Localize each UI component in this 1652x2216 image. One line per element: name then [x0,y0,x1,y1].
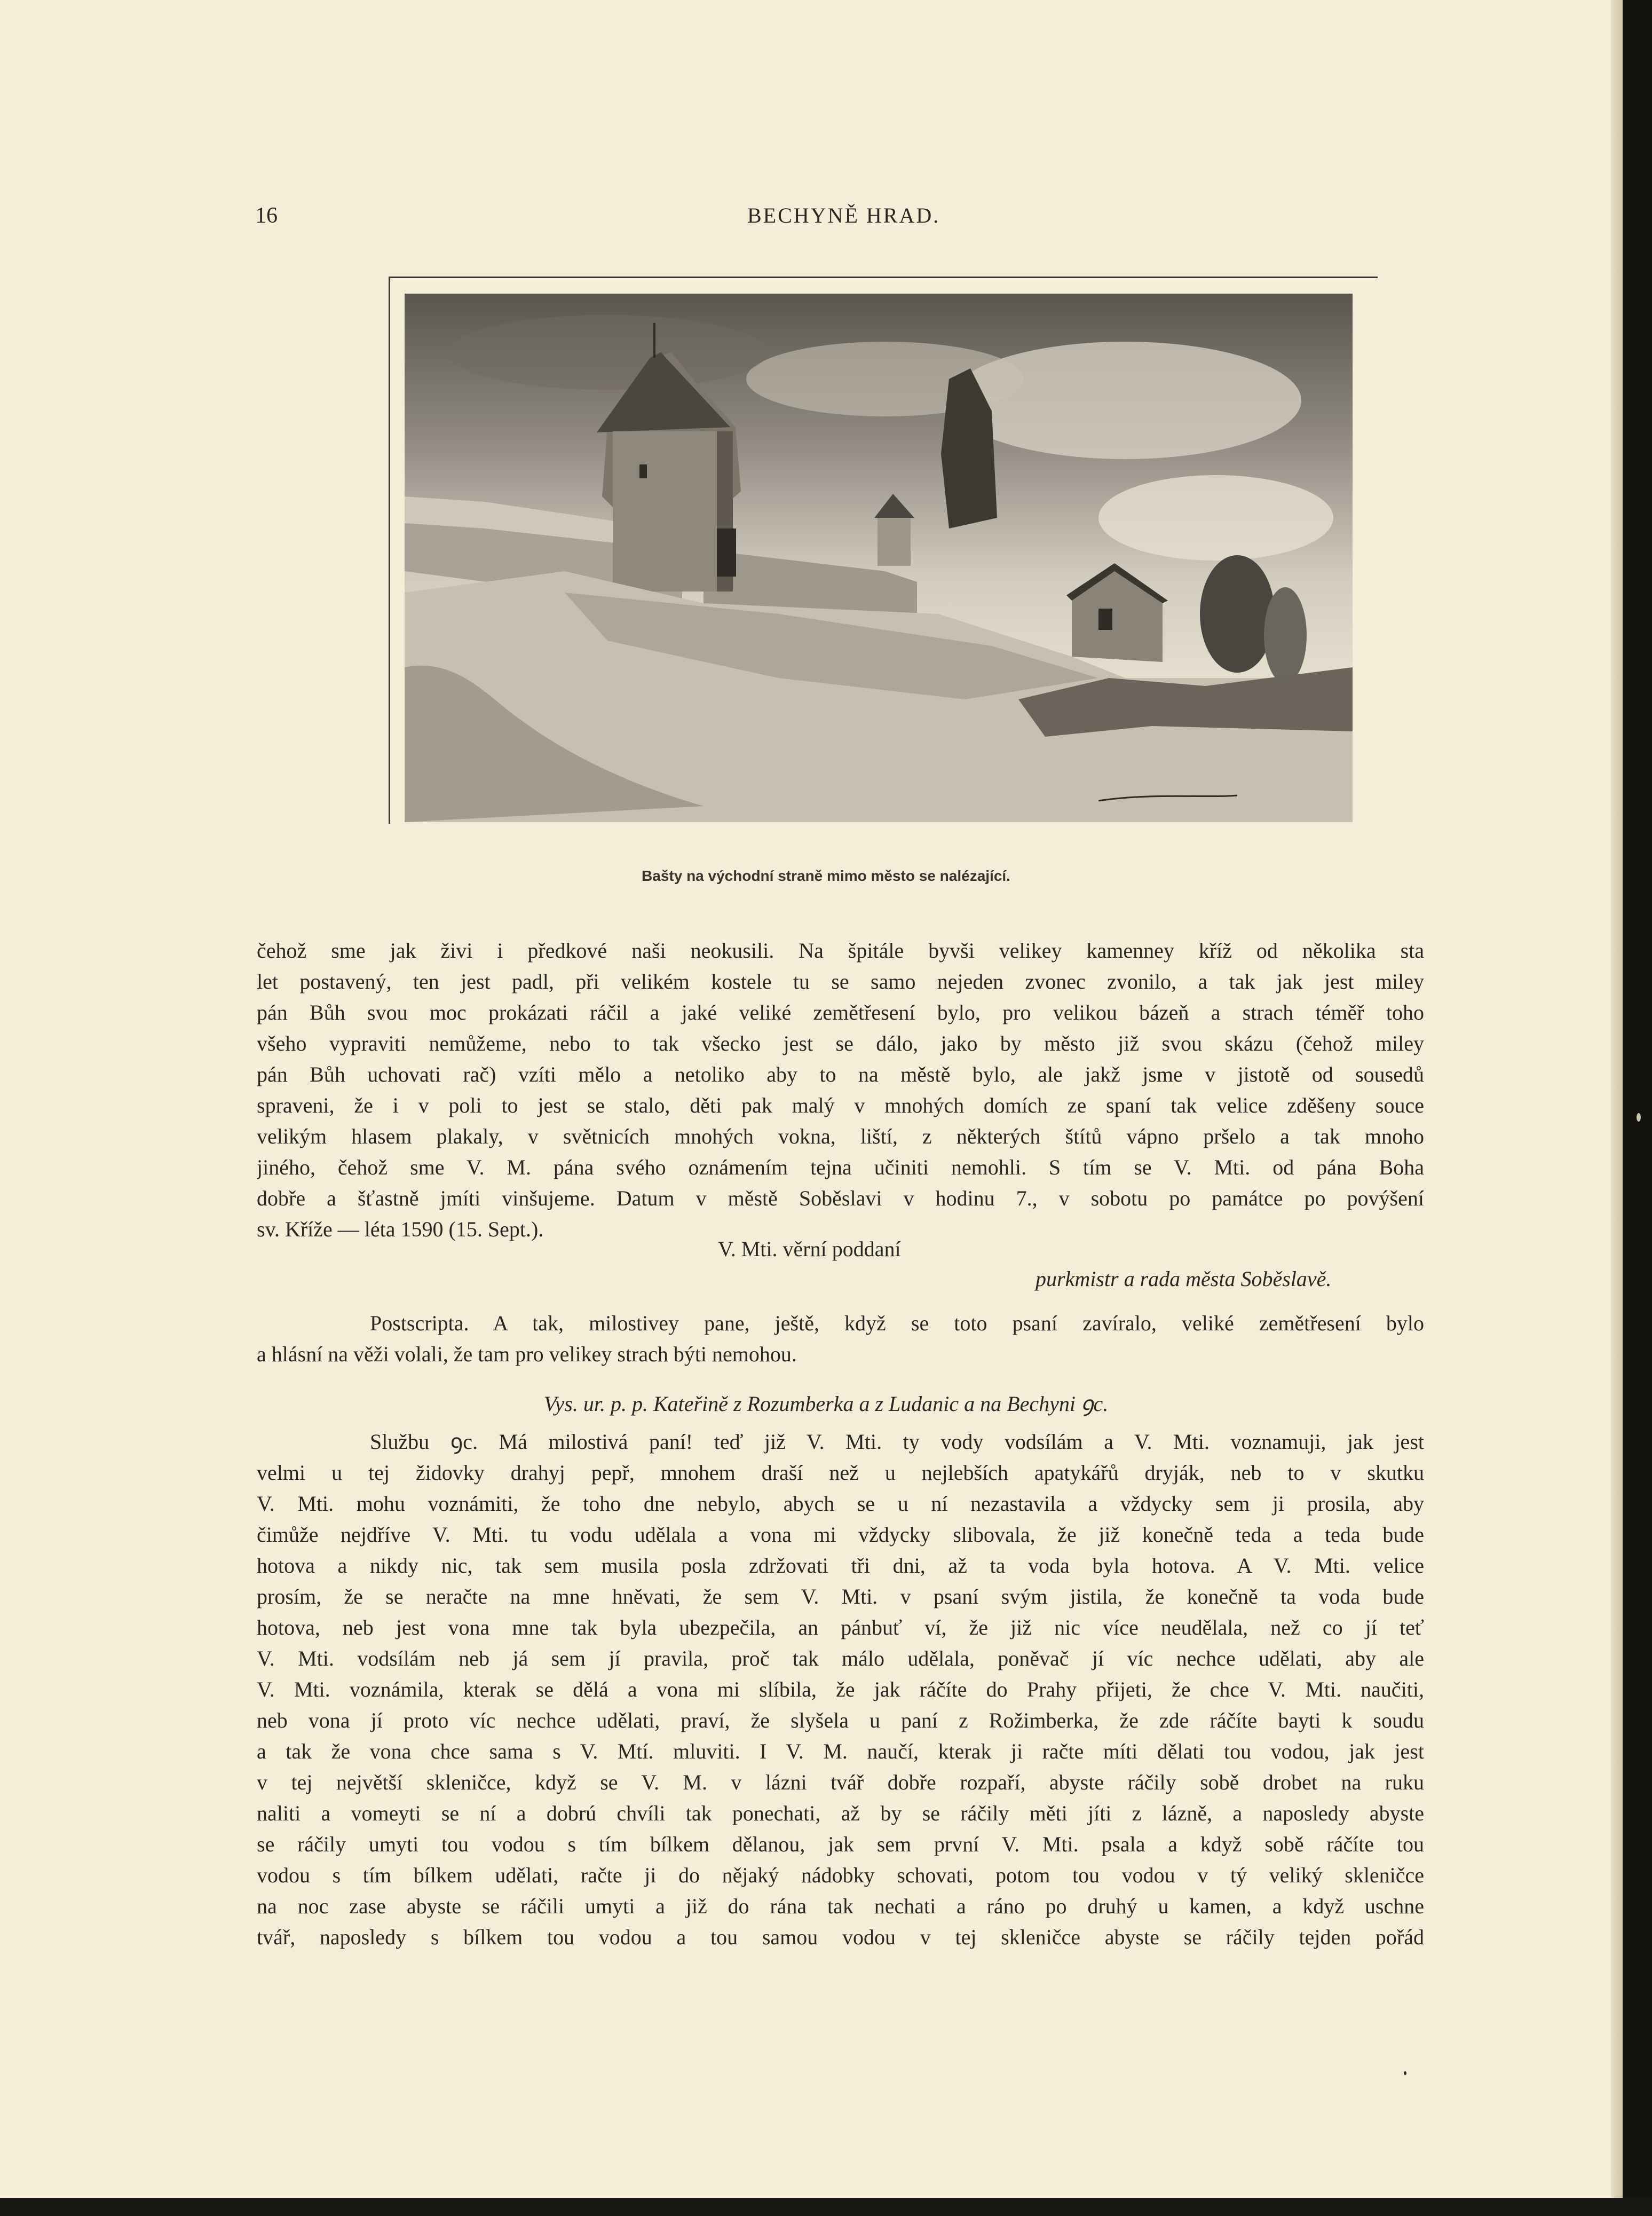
letter2-line: se ráčily umyti tou vodou s tím bílkem dělanou, jak sem první V. Mti. psala a když sobě ráčíte tou [257,1832,1424,1856]
book-binding-edge [1611,0,1623,2216]
scan-speck [1637,1113,1641,1122]
letter1-line: čehož sme jak živi i předkové naši neokusili. Na špitále byvši velikey kamenney kříž od několika sta [257,939,1424,963]
page-scan-border-right [1623,0,1652,2216]
letter2-line: na noc zase abyste se ráčili umyti a již do rána tak nechati a ráno po druhý u kamen, a když uschne [257,1894,1424,1918]
letter1-line: pán Bůh uchovati rač) vzíti mělo a netoliko aby to na městě bylo, ale jakž jsme v jistotě od sousedů [257,1062,1424,1086]
page-scan-border-bottom [0,2198,1652,2216]
letter2-line: V. Mti. mohu voznámiti, že toho dne nebylo, abych se u ní nezastavila a vždycky sem ji prosila, aby [257,1492,1424,1516]
postscript-line: Postscripta. A tak, milostivey pane, ještě, když se toto psaní zavíralo, veliké zemětřesení bylo [370,1311,1424,1335]
letter2-line: čimůže nejdříve V. Mti. tu vodu udělala a vona mi vždycky slibovala, že již konečně teda a teda bude [257,1523,1424,1547]
letter2-line: hotova, neb jest vona mne tak byla ubezpečila, an pánbuť ví, že již nic více neudělala, než co jí teť [257,1615,1424,1639]
letter2-line: naliti a vomeyti se ní a dobrú chvíli tak ponechati, až by se ráčily měti jíti z lázně, a naposledy abyste [257,1801,1424,1825]
letter2-address: Vys. ur. p. p. Kateřině z Rozumberka a z Ludanic a na Bechyni ꝯc. [543,1392,1109,1416]
letter2-line: V. Mti. voznámila, kterak se dělá a vona mi slíbila, že jak ráčíte do Prahy přijeti, že chce V. Mti. naučiti, [257,1677,1424,1701]
running-title: BECHYNĚ HRAD. [747,203,940,227]
letter2-line: neb vona jí proto víc nechce udělati, praví, že slyšela u paní z Rožimberka, že zde ráčíte bayti k soudu [257,1708,1424,1732]
letter2-line: tvář, naposledy s bílkem tou vodou a tou samou vodou v tej skleničce abyste se ráčily tejden pořád [257,1925,1424,1949]
letter2-line: vodou s tím bílkem udělati, račte ji do nějaký nádobky schovati, potom tou vodou v tý veliký skleničce [257,1863,1424,1887]
signature-greeting: V. Mti. věrní poddaní [718,1237,901,1261]
letter2-line: v tej největší skleničce, když se V. M. v lázni tvář dobře rozpaří, abyste ráčily sobě drobet na ruku [257,1770,1424,1794]
ink-speck [1404,2071,1406,2075]
signature-signers: purkmistr a rada města Soběslavě. [1036,1267,1332,1291]
illustration-bastions [405,294,1353,822]
figure-caption: Bašty na východní straně mimo město se nalézající. [642,868,1010,884]
letter1-line: velikým hlasem plakaly, v světnicích mnohých vokna, liští, z některých štítů vápno pršelo a tak mnoho [257,1124,1424,1148]
letter1-line: sv. Kříže — léta 1590 (15. Sept.). [257,1217,544,1241]
postscript-line: a hlásní na věži volali, že tam pro velikey strach býti nemohou. [257,1342,797,1366]
letter1-line: všeho vypraviti nemůžeme, nebo to tak všecko jest se dálo, jako by město již svou skázu (čehož miley [257,1031,1424,1055]
letter1-line: spraveni, že i v poli to jest se stalo, děti pak malý v mnohých domích ze spaní tak velice zděšeny souce [257,1093,1424,1117]
letter2-line: V. Mti. vodsílám neb já sem jí pravila, proč tak málo udělala, poněvač jí víc nechce udělati, aby ale [257,1646,1424,1670]
letter2-line: hotova a nikdy nic, tak sem musila posla zdržovati tři dni, až ta voda byla hotova. A V. Mti. velice [257,1553,1424,1578]
letter1-line: pán Bůh svou moc prokázati ráčil a jaké veliké zemětřesení bylo, pro velikou bázeň a strach téměř toho [257,1000,1424,1024]
letter2-line: velmi u tej židovky drahyj pepř, mnohem draší než u nejlebších apatykářů dryják, neb to v skutku [257,1461,1424,1485]
letter2-line: prosím, že se neračte na mne hněvati, že sem V. Mti. v psaní svým jistila, že konečně ta voda bude [257,1584,1424,1608]
letter1-line: dobře a šťastně jmíti vinšujeme. Datum v městě Soběslavi v hodinu 7., v sobotu po památce po povýšení [257,1186,1424,1210]
letter2-line: Službu ꝯc. Má milostivá paní! teď již V. Mti. ty vody vodsílám a V. Mti. voznamuji, jak jest [370,1430,1424,1454]
page-number: 16 [255,203,278,228]
letter1-line: let postavený, ten jest padl, při velikém kostele tu se samo nejeden zvonec zvonilo, a tak jak jest miley [257,969,1424,993]
letter1-line: jiného, čehož sme V. M. pána svého oznámením tejna učiniti nemohli. S tím se V. Mti. od pána Boha [257,1155,1424,1179]
letter2-line: a tak že vona chce sama s V. Mtí. mluviti. I V. M. naučí, kterak ji račte míti dělati tou vodou, jak jest [257,1739,1424,1763]
